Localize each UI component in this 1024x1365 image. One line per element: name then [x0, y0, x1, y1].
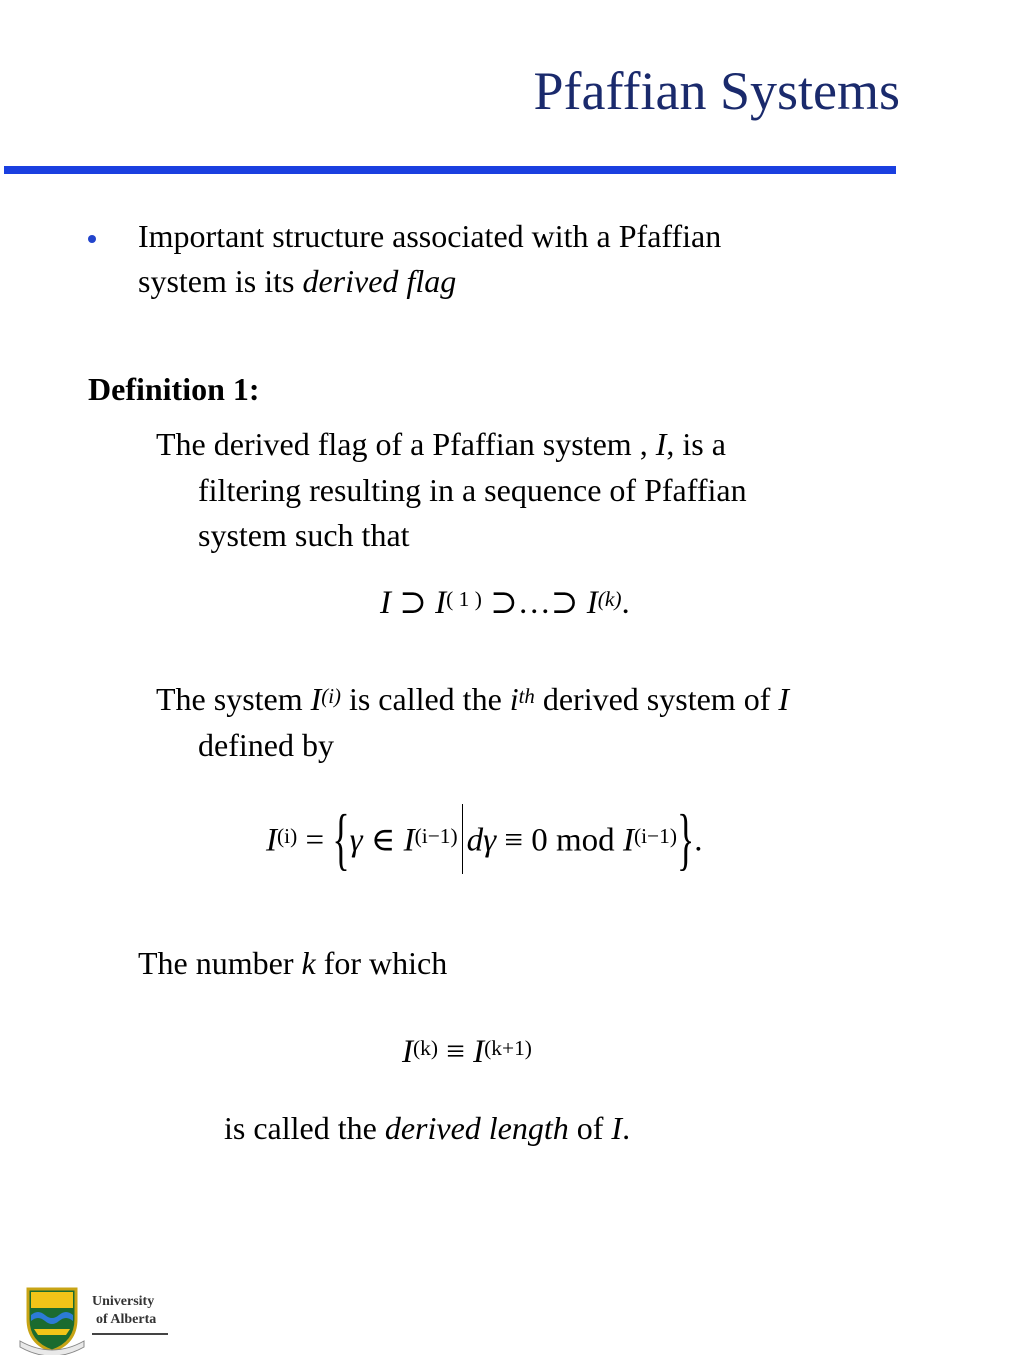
eq2-gamma: γ [349, 822, 363, 859]
eq2-such-that-bar [462, 804, 463, 874]
eq3-sup2: (k+1) [484, 1035, 532, 1060]
equation-derived-system [266, 801, 703, 878]
p4-middle: of [568, 1110, 612, 1146]
bullet-line-2 [138, 259, 456, 304]
eq2-rbrace: } [676, 801, 695, 877]
definition-heading: Definition 1: [88, 371, 260, 407]
title-divider [4, 166, 896, 174]
p2-middle: is called the [340, 681, 510, 717]
definition-p1-line3: system such that [198, 517, 410, 553]
equation-derived-length [402, 1034, 532, 1071]
eq3-sup1: (k) [413, 1035, 438, 1060]
eq2-rhs-sup: (i−1) [633, 824, 677, 849]
derived-flag-term: derived flag [302, 263, 457, 299]
definition-p4 [224, 1106, 630, 1151]
eq2-lbrace: { [332, 801, 350, 877]
eq2-in: ∈ [370, 822, 396, 859]
definition-p1-line1 [156, 422, 726, 467]
eq2-end: . [694, 822, 703, 859]
logo-underline [92, 1333, 168, 1335]
derived-length-term: derived length [384, 1110, 569, 1146]
definition-p2-line1 [156, 677, 789, 726]
p3-prefix: The number [138, 945, 302, 981]
p4-end: . [622, 1110, 631, 1146]
bullet-line-1: Important structure associated with a Pfaffian [138, 218, 722, 254]
p2-var-sup: (i) [321, 684, 341, 708]
p1-var: I [655, 426, 667, 462]
eq2-rhs: I [622, 822, 634, 859]
slide-title: Pfaffian Systems [533, 61, 900, 121]
eq2-set-sup: (i−1) [414, 824, 458, 849]
eq2-eq: = [305, 822, 325, 859]
p1-prefix: The derived flag of a Pfaffian system , [156, 426, 656, 462]
bullet-line-2-prefix: system is its [138, 263, 303, 299]
p3-var: k [301, 945, 316, 981]
eq2-dgamma: dγ [466, 822, 497, 859]
p2-ith: i [509, 681, 519, 717]
eq1-i2: I [435, 585, 447, 621]
eq2-lhs-sup: (i) [277, 824, 298, 849]
eq2-equiv-mod: ≡ 0 mod [504, 822, 615, 859]
definition-p1-line2: filtering resulting in a sequence of Pfaffian [198, 472, 747, 508]
bullet-dot [88, 235, 96, 243]
p4-var: I [611, 1110, 623, 1146]
p2-prefix: The system [156, 681, 311, 717]
p2-var2: I [778, 681, 789, 717]
eq3-equiv: ≡ [446, 1034, 465, 1070]
eq3-i1: I [402, 1034, 413, 1070]
eq1-sup2: ( 1 ) [446, 586, 482, 611]
logo-line-2: of Alberta [96, 1312, 157, 1327]
eq1-end: . [621, 585, 630, 621]
eq1-supset: ⊃ [399, 585, 427, 621]
logo-line-1: University [92, 1294, 155, 1309]
p1-suffix: , is a [666, 426, 726, 462]
definition-p2-line2: defined by [198, 727, 334, 763]
equation-derived-flag [380, 582, 630, 622]
logo-wordmark [92, 1293, 156, 1329]
p2-ith-sup: th [518, 684, 535, 708]
eq1-i1: I [380, 585, 391, 621]
eq2-lhs: I [266, 822, 277, 859]
p4-prefix: is called the [224, 1110, 385, 1146]
eq1-i3: I [586, 585, 598, 621]
eq3-i2: I [473, 1034, 485, 1070]
eq1-mid: ⊃…⊃ [490, 585, 579, 621]
definition-p3 [138, 941, 447, 986]
eq2-set: I [403, 822, 415, 859]
p3-suffix: for which [315, 945, 448, 981]
p2-var: I [310, 681, 322, 717]
eq1-sup3: (k) [597, 586, 622, 611]
p2-suffix: derived system of [534, 681, 779, 717]
